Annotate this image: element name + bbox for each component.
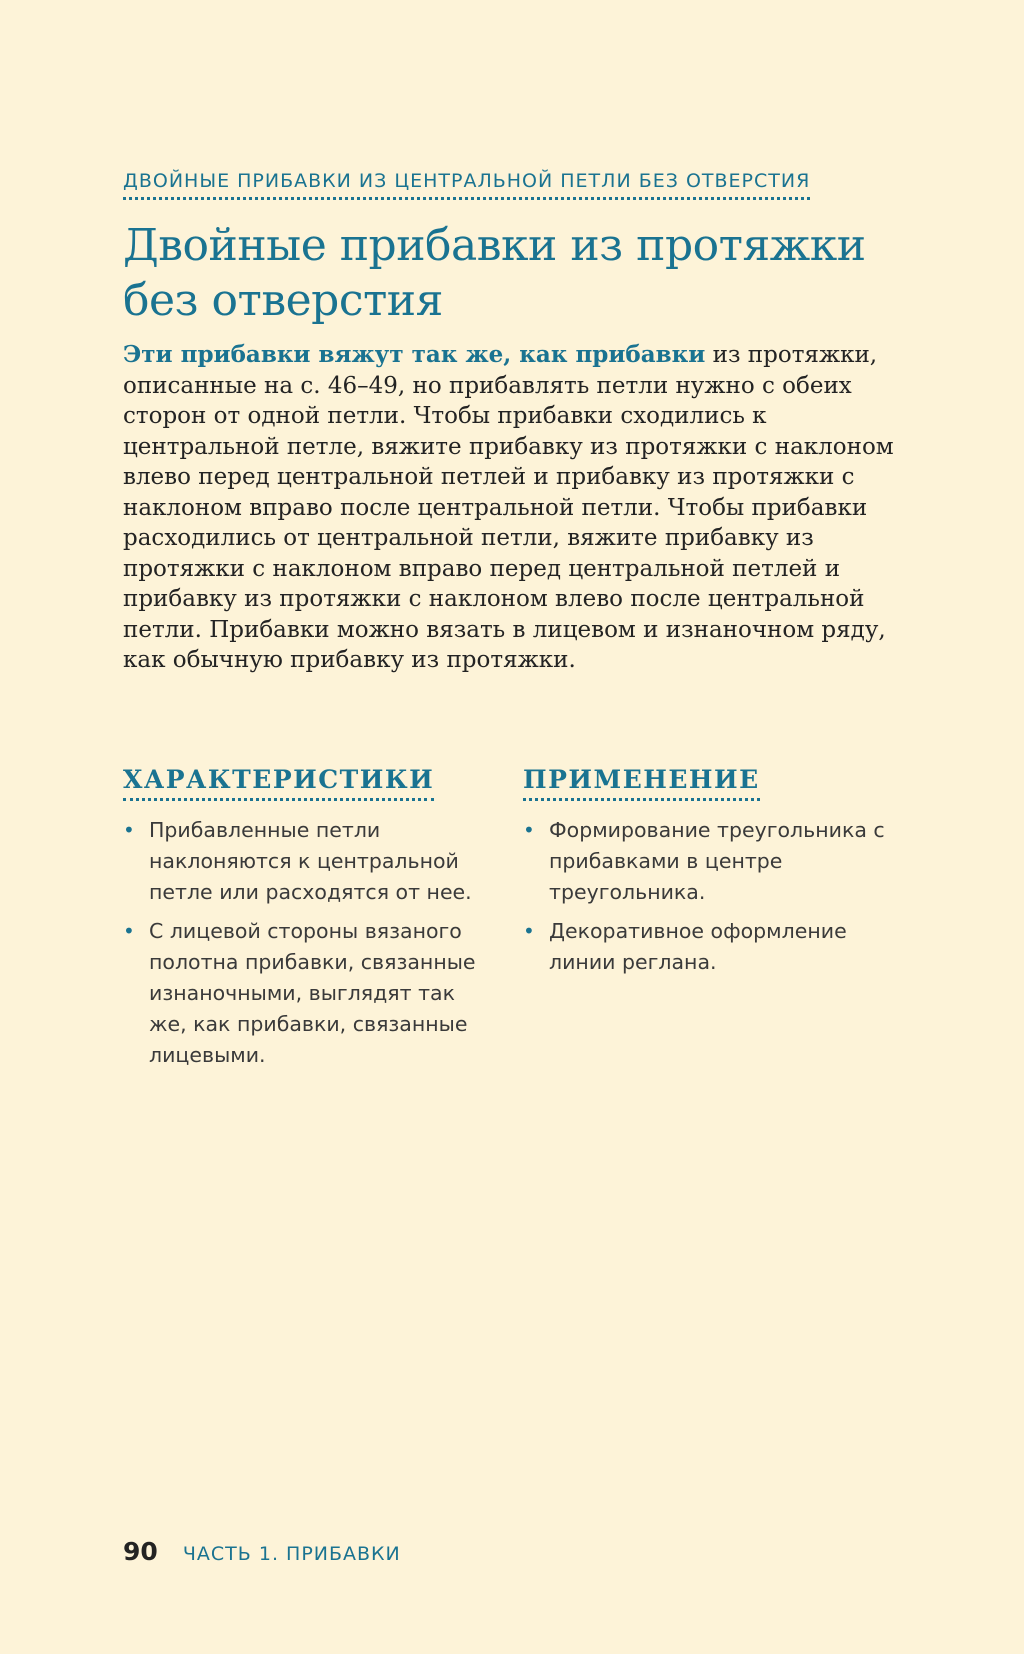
bullet-icon: •	[123, 919, 135, 943]
list-item	[123, 815, 493, 908]
part-label: ЧАСТЬ 1. ПРИБАВКИ	[182, 1543, 401, 1565]
intro-lead: Эти прибавки вяжут так же, как прибавки	[123, 341, 706, 368]
list-item-text: С лицевой стороны вязаного полотна прибавки, связанные изнаночными, выглядят так же, как прибавки, связанные лицевыми.	[149, 919, 476, 1067]
bullet-icon: •	[523, 818, 535, 842]
list-item	[523, 815, 893, 908]
intro-body: из протяжки, описанные на с. 46–49, но прибавлять петли нужно с обеих сторон от одной петли. Чтобы прибавки сходились к центральной петле, вяжите прибавку из протяжки с наклоном влево перед центральной петлей и прибавку из протяжки с наклоном вправо после центральной петли. Чтобы прибавки расходились от центральной петли, вяжите прибавку из протяжки с наклоном вправо перед центральной петлей и прибавку из протяжки с наклоном влево после центральной петли. Прибавки можно вязать в лицевом и изнаночном ряду, как обычную прибавку из протяжки.	[123, 342, 894, 673]
title-line-1: Двойные прибавки из протяжки	[123, 220, 866, 271]
bullet-icon: •	[523, 919, 535, 943]
title-line-2: без отверстия	[123, 275, 443, 326]
bullet-icon: •	[123, 818, 135, 842]
section-label: ДВОЙНЫЕ ПРИБАВКИ ИЗ ЦЕНТРАЛЬНОЙ ПЕТЛИ БЕЗ ОТВЕРСТИЯ	[123, 170, 810, 200]
list-item-text: Формирование треугольника с прибавками в центре треугольника.	[549, 818, 885, 904]
application-column	[523, 765, 893, 986]
page-footer	[123, 1537, 401, 1566]
application-heading: ПРИМЕНЕНИЕ	[523, 765, 760, 801]
characteristics-heading: ХАРАКТЕРИСТИКИ	[123, 765, 434, 801]
characteristics-list	[123, 815, 493, 1071]
book-page	[123, 0, 903, 1654]
list-item-text: Декоративное оформление линии реглана.	[549, 919, 847, 974]
list-item-text: Прибавленные петли наклоняются к центральной петле или расходятся от нее.	[149, 818, 472, 904]
list-item	[523, 916, 893, 978]
page-number: 90	[123, 1537, 158, 1566]
characteristics-column	[123, 765, 493, 1079]
page-title	[123, 218, 903, 328]
list-item	[123, 916, 493, 1071]
intro-paragraph	[123, 340, 903, 676]
application-list	[523, 815, 893, 978]
